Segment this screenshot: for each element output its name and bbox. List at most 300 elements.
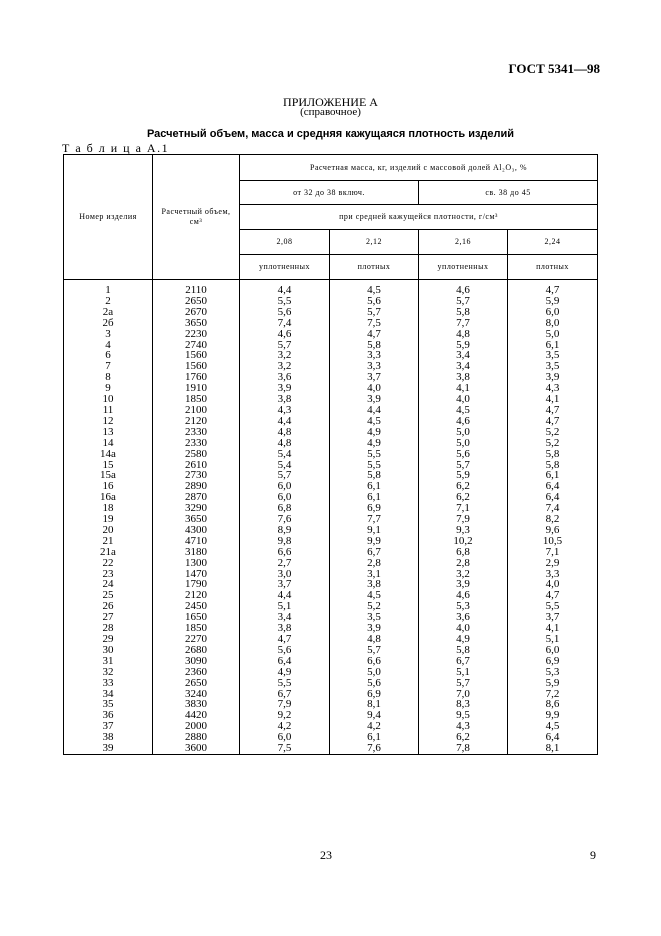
cell-mass: 5,3 [419,601,508,612]
table-row [64,634,598,645]
cell-mass: 8,2 [508,514,598,525]
table-row [64,427,598,438]
cell-volume: 2230 [153,329,240,340]
cell-mass: 5,7 [419,678,508,689]
cell-mass: 5,8 [419,307,508,318]
cell-volume: 3650 [153,514,240,525]
cell-volume: 1300 [153,558,240,569]
cell-number: 7 [64,361,153,372]
cell-number: 10 [64,394,153,405]
cell-mass: 4,0 [330,383,419,394]
cell-number: 22 [64,558,153,569]
cell-mass: 6,4 [508,481,598,492]
cell-mass: 4,3 [240,405,330,416]
cell-mass: 4,3 [419,721,508,732]
cell-mass: 4,9 [419,634,508,645]
cell-number: 2а [64,307,153,318]
cell-mass: 4,4 [240,590,330,601]
cell-mass: 5,5 [330,460,419,471]
cell-number: 28 [64,623,153,634]
density-value: 2,12 [330,230,419,255]
cell-mass: 3,3 [508,569,598,580]
cell-mass: 5,7 [240,340,330,351]
cell-number: 16а [64,492,153,503]
cell-mass: 2,8 [330,558,419,569]
cell-mass: 4,7 [330,329,419,340]
cell-mass: 5,1 [508,634,598,645]
cell-mass: 3,2 [240,350,330,361]
cell-mass: 3,4 [419,350,508,361]
table-row [64,590,598,601]
cell-mass: 5,9 [419,340,508,351]
cell-number: 38 [64,732,153,743]
cell-number: 18 [64,503,153,514]
cell-mass: 6,1 [330,481,419,492]
cell-number: 15 [64,460,153,471]
cell-mass: 3,2 [419,569,508,580]
cell-number: 11 [64,405,153,416]
table-row [64,296,598,307]
cell-mass: 6,0 [240,492,330,503]
cell-number: 27 [64,612,153,623]
cell-mass: 3,1 [330,569,419,580]
cell-mass: 3,9 [508,372,598,383]
cell-mass: 5,8 [330,340,419,351]
cell-mass: 6,2 [419,732,508,743]
cell-mass: 6,1 [330,732,419,743]
cell-number: 8 [64,372,153,383]
density-value: 2,16 [419,230,508,255]
cell-volume: 1910 [153,383,240,394]
cell-volume: 2670 [153,307,240,318]
cell-volume: 3180 [153,547,240,558]
cell-volume: 2870 [153,492,240,503]
cell-number: 31 [64,656,153,667]
cell-mass: 4,5 [330,416,419,427]
cell-mass: 6,8 [240,503,330,514]
cell-mass: 4,7 [508,416,598,427]
cell-mass: 7,7 [419,318,508,329]
cell-number: 34 [64,689,153,700]
table-row [64,689,598,700]
cell-mass: 4,1 [508,623,598,634]
cell-mass: 2,8 [419,558,508,569]
cell-number: 2 [64,296,153,307]
document-code: ГОСТ 5341—98 [508,61,600,76]
cell-mass: 4,2 [240,721,330,732]
table-row [64,449,598,460]
cell-mass: 4,4 [240,280,330,296]
cell-number: 36 [64,710,153,721]
cell-mass: 8,9 [240,525,330,536]
product-type: плотных [330,255,419,280]
cell-mass: 9,9 [330,536,419,547]
cell-number: 23 [64,569,153,580]
cell-mass: 3,4 [419,361,508,372]
cell-mass: 7,2 [508,689,598,700]
cell-mass: 5,4 [240,449,330,460]
cell-number: 35 [64,699,153,710]
cell-mass: 4,0 [419,623,508,634]
table-row [64,612,598,623]
cell-number: 29 [64,634,153,645]
table-row [64,318,598,329]
cell-volume: 1470 [153,569,240,580]
cell-number: 30 [64,645,153,656]
cell-volume: 3290 [153,503,240,514]
cell-volume: 2000 [153,721,240,732]
table-row [64,547,598,558]
cell-mass: 9,5 [419,710,508,721]
cell-mass: 3,5 [508,350,598,361]
cell-mass: 3,7 [240,579,330,590]
cell-volume: 2650 [153,296,240,307]
cell-mass: 10,2 [419,536,508,547]
cell-number: 14 [64,438,153,449]
cell-volume: 4300 [153,525,240,536]
cell-volume: 2270 [153,634,240,645]
cell-number: 2б [64,318,153,329]
column-header-mass: Расчетная масса, кг, изделий с массовой долей Al₂O₃, % [240,155,598,181]
cell-mass: 5,0 [419,427,508,438]
cell-mass: 4,6 [419,280,508,296]
cell-mass: 7,6 [330,743,419,754]
cell-volume: 1560 [153,361,240,372]
table-row [64,579,598,590]
cell-mass: 7,6 [240,514,330,525]
table-row [64,601,598,612]
cell-mass: 5,6 [330,678,419,689]
cell-volume: 4710 [153,536,240,547]
cell-volume: 2330 [153,438,240,449]
density-value: 2,24 [508,230,598,255]
cell-number: 32 [64,667,153,678]
cell-volume: 2360 [153,667,240,678]
cell-mass: 5,1 [240,601,330,612]
cell-mass: 4,4 [330,405,419,416]
appendix-subtitle: (справочное) [300,106,361,118]
cell-mass: 5,7 [330,645,419,656]
table-row [64,470,598,481]
cell-mass: 6,9 [330,689,419,700]
table-row [64,280,598,296]
cell-mass: 3,3 [330,350,419,361]
cell-number: 6 [64,350,153,361]
page-number-right: 9 [590,848,596,862]
cell-mass: 4,7 [508,405,598,416]
cell-mass: 6,4 [508,492,598,503]
table-row [64,383,598,394]
cell-mass: 5,9 [419,470,508,481]
table-row [64,656,598,667]
cell-number: 13 [64,427,153,438]
cell-mass: 5,6 [330,296,419,307]
cell-mass: 7,4 [508,503,598,514]
cell-mass: 6,1 [330,492,419,503]
cell-number: 21а [64,547,153,558]
cell-mass: 3,2 [240,361,330,372]
cell-mass: 7,5 [240,743,330,754]
table-row [64,460,598,471]
cell-mass: 4,5 [330,590,419,601]
cell-mass: 3,8 [240,394,330,405]
product-type: плотных [508,255,598,280]
cell-mass: 10,5 [508,536,598,547]
cell-mass: 3,0 [240,569,330,580]
cell-mass: 5,2 [330,601,419,612]
cell-mass: 3,8 [240,623,330,634]
cell-mass: 7,4 [240,318,330,329]
cell-mass: 5,9 [508,296,598,307]
cell-mass: 3,9 [419,579,508,590]
product-type: уплотненных [240,255,330,280]
table-row [64,732,598,743]
table-row [64,361,598,372]
cell-number: 12 [64,416,153,427]
table-row [64,536,598,547]
column-header-volume: Расчетный объем, см³ [153,155,240,280]
cell-mass: 6,0 [508,645,598,656]
cell-mass: 7,7 [330,514,419,525]
cell-mass: 9,2 [240,710,330,721]
cell-mass: 7,8 [419,743,508,754]
cell-mass: 4,5 [419,405,508,416]
table-row [64,307,598,318]
cell-mass: 6,8 [419,547,508,558]
cell-mass: 5,6 [240,645,330,656]
cell-mass: 3,9 [330,623,419,634]
table-row [64,678,598,689]
table-label: Т а б л и ц а А.1 [62,141,170,155]
cell-mass: 9,8 [240,536,330,547]
cell-mass: 3,6 [419,612,508,623]
cell-mass: 9,1 [330,525,419,536]
cell-volume: 1850 [153,394,240,405]
cell-mass: 8,6 [508,699,598,710]
cell-mass: 6,6 [330,656,419,667]
cell-mass: 3,6 [240,372,330,383]
cell-mass: 7,0 [419,689,508,700]
cell-mass: 3,8 [330,579,419,590]
cell-volume: 2110 [153,280,240,296]
cell-mass: 5,6 [240,307,330,318]
cell-number: 15а [64,470,153,481]
cell-volume: 2650 [153,678,240,689]
cell-mass: 8,1 [330,699,419,710]
cell-mass: 5,8 [419,645,508,656]
table-row [64,503,598,514]
density-value: 2,08 [240,230,330,255]
table-row [64,743,598,754]
cell-mass: 6,0 [240,732,330,743]
cell-mass: 4,0 [508,579,598,590]
cell-mass: 4,7 [508,590,598,601]
cell-mass: 3,5 [508,361,598,372]
table-body [64,280,598,755]
cell-number: 9 [64,383,153,394]
cell-volume: 2730 [153,470,240,481]
cell-mass: 7,9 [419,514,508,525]
table-row [64,481,598,492]
cell-volume: 2680 [153,645,240,656]
cell-mass: 4,0 [419,394,508,405]
cell-mass: 5,8 [508,460,598,471]
cell-mass: 5,9 [508,678,598,689]
cell-mass: 7,9 [240,699,330,710]
table-heading: Расчетный объем, масса и средняя кажущаяся плотность изделий [146,128,515,140]
cell-volume: 1760 [153,372,240,383]
cell-volume: 1790 [153,579,240,590]
cell-mass: 5,7 [240,470,330,481]
cell-mass: 3,9 [240,383,330,394]
cell-mass: 5,5 [240,678,330,689]
cell-mass: 6,9 [508,656,598,667]
cell-volume: 3090 [153,656,240,667]
cell-number: 1 [64,280,153,296]
cell-mass: 2,9 [508,558,598,569]
cell-mass: 5,7 [330,307,419,318]
cell-mass: 6,4 [240,656,330,667]
cell-mass: 3,7 [330,372,419,383]
table-row [64,569,598,580]
cell-mass: 3,5 [330,612,419,623]
column-header-density: при средней кажущейся плотности, г/см³ [240,205,598,230]
cell-volume: 2120 [153,590,240,601]
table-row [64,372,598,383]
cell-number: 24 [64,579,153,590]
cell-mass: 4,3 [508,383,598,394]
cell-volume: 4420 [153,710,240,721]
cell-mass: 4,1 [419,383,508,394]
cell-mass: 4,7 [240,634,330,645]
cell-volume: 3600 [153,743,240,754]
table-row [64,667,598,678]
cell-mass: 4,7 [508,280,598,296]
cell-volume: 3240 [153,689,240,700]
table-row [64,492,598,503]
cell-mass: 4,1 [508,394,598,405]
cell-mass: 6,6 [240,547,330,558]
cell-mass: 4,5 [330,280,419,296]
cell-mass: 7,1 [419,503,508,514]
cell-mass: 5,4 [240,460,330,471]
column-header-range-2: св. 38 до 45 [419,181,598,205]
table-row [64,416,598,427]
cell-number: 33 [64,678,153,689]
cell-mass: 6,7 [419,656,508,667]
cell-mass: 9,6 [508,525,598,536]
cell-mass: 4,5 [508,721,598,732]
cell-volume: 3650 [153,318,240,329]
cell-mass: 6,2 [419,481,508,492]
cell-mass: 5,8 [508,449,598,460]
cell-mass: 5,5 [330,449,419,460]
table-row [64,721,598,732]
cell-volume: 2100 [153,405,240,416]
cell-mass: 6,7 [240,689,330,700]
cell-mass: 9,3 [419,525,508,536]
table-row [64,710,598,721]
cell-mass: 4,6 [419,590,508,601]
cell-mass: 6,2 [419,492,508,503]
cell-number: 19 [64,514,153,525]
cell-mass: 2,7 [240,558,330,569]
cell-volume: 2330 [153,427,240,438]
cell-number: 14а [64,449,153,460]
cell-mass: 3,9 [330,394,419,405]
table-row [64,525,598,536]
column-header-range-1: от 32 до 38 включ. [240,181,419,205]
cell-mass: 9,9 [508,710,598,721]
data-table [63,154,598,755]
table-row [64,514,598,525]
cell-volume: 2120 [153,416,240,427]
cell-mass: 5,5 [240,296,330,307]
cell-mass: 8,0 [508,318,598,329]
table-row [64,645,598,656]
cell-number: 16 [64,481,153,492]
cell-mass: 5,0 [419,438,508,449]
cell-mass: 5,7 [419,460,508,471]
cell-number: 39 [64,743,153,754]
table-row [64,699,598,710]
cell-mass: 7,1 [508,547,598,558]
cell-volume: 2890 [153,481,240,492]
cell-mass: 7,5 [330,318,419,329]
cell-volume: 2880 [153,732,240,743]
cell-mass: 5,5 [508,601,598,612]
cell-mass: 5,8 [330,470,419,481]
cell-number: 37 [64,721,153,732]
cell-number: 21 [64,536,153,547]
cell-mass: 5,6 [419,449,508,460]
cell-mass: 4,6 [240,329,330,340]
cell-mass: 5,3 [508,667,598,678]
cell-mass: 6,9 [330,503,419,514]
cell-mass: 6,7 [330,547,419,558]
cell-mass: 6,1 [508,340,598,351]
cell-volume: 2610 [153,460,240,471]
cell-mass: 5,2 [508,438,598,449]
cell-mass: 8,3 [419,699,508,710]
cell-number: 20 [64,525,153,536]
cell-mass: 4,8 [240,438,330,449]
cell-volume: 3830 [153,699,240,710]
cell-mass: 9,4 [330,710,419,721]
cell-mass: 5,0 [508,329,598,340]
table-row [64,438,598,449]
cell-mass: 3,3 [330,361,419,372]
table-row [64,623,598,634]
cell-mass: 4,9 [240,667,330,678]
cell-volume: 2580 [153,449,240,460]
cell-mass: 5,1 [419,667,508,678]
page-number-center: 23 [320,848,332,862]
cell-mass: 3,4 [240,612,330,623]
cell-mass: 4,6 [419,416,508,427]
table-row [64,350,598,361]
cell-number: 4 [64,340,153,351]
cell-mass: 4,8 [240,427,330,438]
cell-volume: 2740 [153,340,240,351]
cell-mass: 5,2 [508,427,598,438]
cell-mass: 6,4 [508,732,598,743]
cell-volume: 2450 [153,601,240,612]
cell-mass: 4,9 [330,427,419,438]
cell-mass: 8,1 [508,743,598,754]
cell-mass: 5,7 [419,296,508,307]
cell-mass: 5,0 [330,667,419,678]
